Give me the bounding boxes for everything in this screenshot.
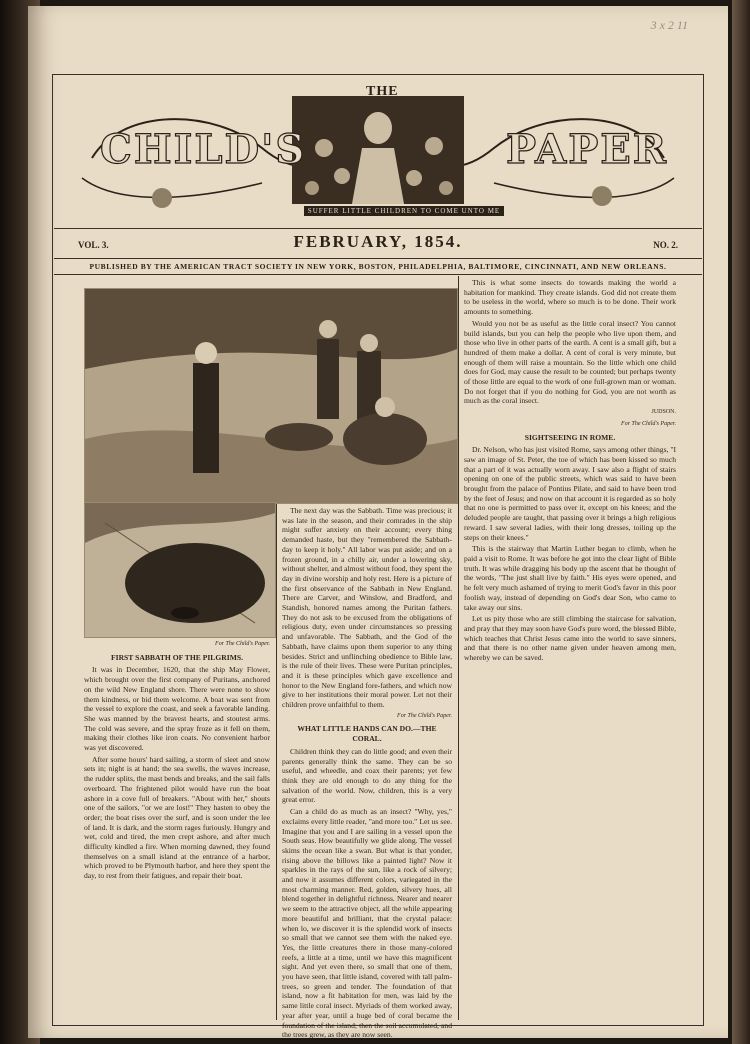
article1-paragraph-2: After some hours' hard sailing, a storm of sleet and snow sets in; night is at hand; the sea swells, the waves increase, the rudder splits, the mast bends and breaks, and the sail falls overboard. The frightened pilot would have run the boat ashore in a cove full of breakers. "About with her," shouts one of the sailors, "or we are lost!" They hasten to obey the order; the boat rises over the surf, and is soon under the lee of land. It is dark, and the storm rages furiously. Hungry and wet, cold and tired, the men crept ashore, and after much difficulty kindled a fire. When morning dawned, they found themselves on a small island at the entrance of a harbor, which proved to be Plymouth harbor, and here they spent the day, to rest from their fatigues, and repair their boat. [84, 754, 270, 881]
column-rule-left [276, 504, 277, 1020]
pilgrims-engraving [85, 289, 457, 503]
stormy-sea-illustration [84, 502, 276, 638]
article2-paragraph-3: This is what some insects do towards making the world a habitation for mankind. They create islands. God did not create them to be useless in the world, where so much is to be done. Their work amounts to something. [464, 278, 676, 317]
book-edge-right [732, 0, 750, 1044]
pilgrims-sabbath-illustration [84, 288, 458, 504]
article1-credit: For The Child's Paper. [215, 641, 270, 647]
masthead-title-the: THE [366, 84, 399, 99]
masthead-title-left: CHILD'S [100, 126, 307, 173]
masthead-title-right: PAPER [506, 126, 669, 173]
issue-number: NO. 2. [653, 240, 678, 250]
publisher-line: PUBLISHED BY THE AMERICAN TRACT SOCIETY IN NEW YORK, BOSTON, PHILADELPHIA, BALTIMORE, CINCINNATI, AND NEW ORLEANS. [54, 258, 702, 275]
article2-paragraph-4: Would you not be as useful as the little coral insect? You cannot build islands, but you can help the people who live upon them, and those who live in other parts of the earth. A cent is a small gift, but a hundred of them make a dollar. A cent of coral is very minute, but enough of them will raise a mountain. So the little which one child does for God, may cause the result to be counted; but perhaps twenty of those little are equal to the work of one full-grown man or woman. Do not forget that if you do nothing for God, you are not worth as much as the coral insect. [464, 318, 676, 406]
column-3 [464, 278, 676, 1020]
article3-paragraph-1: Dr. Nelson, who has just visited Rome, says among other things, "I saw an image of St. Peter, the toe of which has been kissed so much that a part of it was actually worn away. I saw also a flight of stairs opening on one of the public streets, which was said to have been brought from the palace of Pontius Pilate, and said to have been trod by the feet of Jesus; and now on that account it is regarded as so holy that no one is permitted to pass over it, except on his knees; and the deluded people are taught, that passing over it brings a high religious reward. I saw several ladies, with their long dresses, toiling up the steps on their knees." [464, 445, 676, 542]
article3-credit: For The Child's Paper. [621, 420, 676, 427]
article2-signature: JUDSON. [651, 409, 676, 416]
column-rule-right [458, 276, 459, 1020]
article3-paragraph-3: Let us pity those who are still climbing the staircase for salvation, and pray that they may soon have God's pure word, the blessed Bible, which teaches that Christ Jesus came into the world to save sinners, and that there is no other name given under heaven among men, whereby we can be saved. [464, 614, 676, 663]
column-1 [84, 638, 270, 1020]
article2-paragraph-2: Can a child do as much as an insect? "Why, yes," exclaims every little reader, "and more too." Let us see. Imagine that you and I are sailing in a vessel upon the South seas. How beautifully we glide along. The vessel skims the ocean like a swan. But what is that yonder, rising above the billows like a painted light? Now it sparkles in the rays of the sun, like a rock of silvery; and now it assumes different colors, variegated in the most charming manner. Red, golden, silvery hues, all blend together in delightful richness. Nearer and nearer we seem to the attractive object, all the while appearing more beautiful and brilliant, that the crystal palace: when lo, we discover it is the splendid work of insects so small that we cannot see them with the naked eye. Yes, the little creatures there in those many-colored reefs, a little at a time, until we have this magnificent sight. And yet even there, so small that one of them, you have seen, that little island, covered with tall palm-trees, so green and tender. The foundation of that island, now a fit habitation for men, was laid by the same little coral insect. Myriads of them worked away, year after year, until a huge bed of coral became the foundation of the island; then the soil accumulated, and the trees grew, as they are now seen. [282, 807, 452, 1040]
article2-paragraph-1: Children think they can do little good; and even their parents generally think the same. They can be so useful, and wheedle, and coax their parents; yet few think they are old enough to do any thing for the salvation of the world. Now, children, this is a very great error. [282, 746, 452, 805]
article1-paragraph-3: The next day was the Sabbath. Time was precious; it was late in the season, and their comrades in the ship might suffer anxiety on their account; every thing demanded haste, but they "remembered the Sabbath-day to keep it holy." All labor was put aside; and on a frozen ground, in a chilly air, under a lowering sky, without shelter, and almost without food, they spent the day in divine worship and holy rest. Here is a picture of the first observance of the Sabbath in New England. There are Carver, and Winslow, and Bradford, and Standish, honored names among the Puritan fathers. They do not ask to be excused from the obligations of religious duty, even under circumstances so pressing and unfavorable. The Sabbath, and the God of the Sabbath, have claims upon them superior to any thing besides. Strict and unflinching obedience to Bible law, is the rule of their lives. These were Puritan principles, and it is these principles which gave excellence and honor to the New England fore-fathers, and which now give to her institutions their moral power. Let not their children prove unfaithful to them. [282, 506, 452, 710]
pencil-annotation: 3 x 2 11 [650, 18, 688, 32]
masthead [54, 78, 702, 229]
article3-paragraph-2: This is the stairway that Martin Luther began to climb, when he paid a visit to Rome. It was before he got into the clear light of Bible truth. It was while dragging his body up the ascent that he thought of the words, "The just shall live by faith." His eyes were opened, and he felt very much ashamed of trying to merit God's favor in this poor foolish way, instead of depending on God's dear Son, who came to take away our sins. [464, 544, 676, 612]
volume-label: VOL. 3. [78, 240, 109, 250]
article1-paragraph-1: It was in December, 1620, that the ship May Flower, which brought over the first company of Puritans, anchored on the wild New England shore. There were none to show them kindness, or bid them welcome. A boat was sent from the vessel to explore the coast, and seek a favorable landing. She was manned by the bravest hearts, and stoutest arms. The cold was severe, and the spray froze as it fell on them, making their clothes like iron coats. No convenient harbor was yet discovered. [84, 665, 270, 753]
masthead-motto: SUFFER LITTLE CHILDREN TO COME UNTO ME [304, 206, 504, 216]
article2-heading: WHAT LITTLE HANDS CAN DO.—THE CORAL. [297, 724, 437, 744]
article1-heading: FIRST SABBATH OF THE PILGRIMS. [110, 652, 243, 662]
article2-credit: For The Child's Paper. [397, 712, 452, 719]
newspaper-page [28, 6, 728, 1038]
column-2 [282, 506, 452, 1040]
sea-engraving [85, 503, 275, 637]
dateline [54, 232, 702, 254]
article3-heading: SIGHTSEEING IN ROME. [524, 432, 616, 442]
issue-date: FEBRUARY, 1854. [293, 232, 463, 251]
